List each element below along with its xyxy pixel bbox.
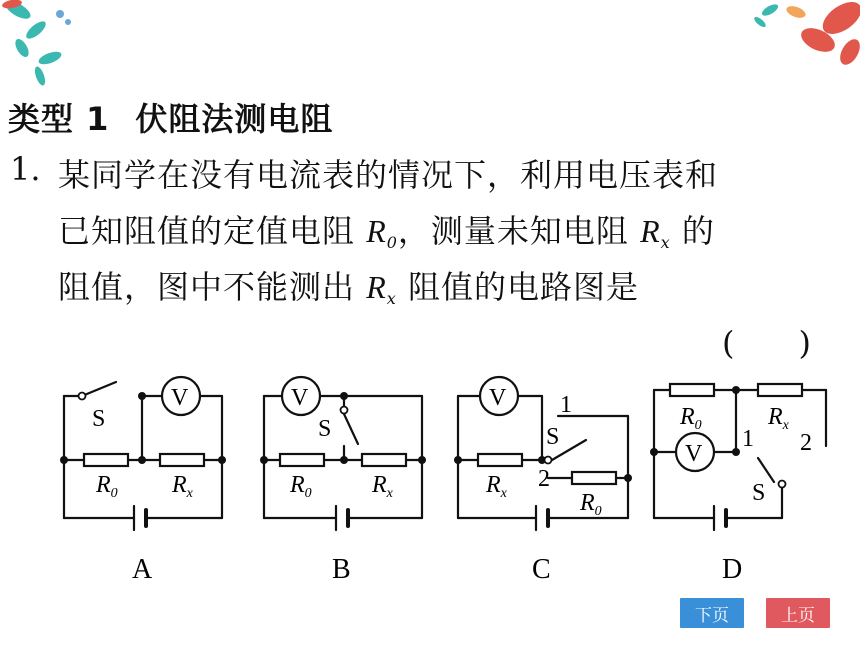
- circuit-d-switch-label: S: [752, 480, 766, 506]
- option-b-label: B: [332, 554, 351, 585]
- circuit-c-switch-label: S: [546, 424, 560, 450]
- circuit-d-rx-label: $R_x$: [768, 404, 789, 433]
- question-line-3: 阻值，图中不能测出 $R_x$ 阻值的电路图是: [58, 268, 639, 308]
- option-c-label: C: [532, 554, 551, 585]
- r0-symbol: R: [366, 213, 387, 249]
- circuit-d-meter-label: V: [685, 441, 703, 467]
- circuit-c-meter-label: V: [489, 385, 507, 411]
- section-label: 类型 1: [8, 100, 110, 138]
- floral-decoration-right: [730, 0, 860, 75]
- answer-bracket[interactable]: ( ): [722, 324, 811, 362]
- question-line-1: 某同学在没有电流表的情况下，利用电压表和: [58, 156, 719, 194]
- next-page-button[interactable]: 下页: [680, 598, 744, 628]
- floral-decoration-left: [0, 0, 90, 90]
- circuit-a-switch-label: S: [92, 406, 106, 432]
- circuit-diagrams: [0, 360, 860, 590]
- question-line-2: 已知阻值的定值电阻 $R_0$，测量未知电阻 $R_x$ 的: [58, 212, 715, 252]
- circuit-a-rx-label: $R_x$: [172, 472, 193, 501]
- prev-page-button[interactable]: 上页: [766, 598, 830, 628]
- section-heading: [8, 94, 333, 140]
- circuit-c-pos2-label: 2: [538, 466, 550, 492]
- circuit-a-r0-label: $R_0$: [96, 472, 118, 501]
- circuit-a: [64, 377, 222, 530]
- circuit-c: [458, 377, 628, 530]
- circuit-d-pos1-label: 1: [742, 426, 754, 452]
- circuit-b-rx-label: $R_x$: [372, 472, 393, 501]
- circuit-c-rx-label: $R_x$: [486, 472, 507, 501]
- rx-symbol: R: [640, 213, 661, 249]
- question-number: 1.: [10, 150, 41, 188]
- circuit-b-r0-label: $R_0$: [290, 472, 312, 501]
- circuit-b-meter-label: V: [291, 385, 309, 411]
- section-title: 伏阻法测电阻: [135, 100, 334, 138]
- circuit-c-pos1-label: 1: [560, 392, 572, 418]
- circuit-b-switch-label: S: [318, 416, 332, 442]
- circuit-d-pos2-label: 2: [800, 430, 812, 456]
- option-a-label: A: [132, 554, 153, 585]
- circuit-d-r0-label: $R_0$: [680, 404, 702, 433]
- circuit-b: [264, 377, 422, 530]
- circuit-c-r0-label: $R_0$: [580, 490, 602, 519]
- circuit-a-meter-label: V: [171, 385, 189, 411]
- option-d-label: D: [722, 554, 743, 585]
